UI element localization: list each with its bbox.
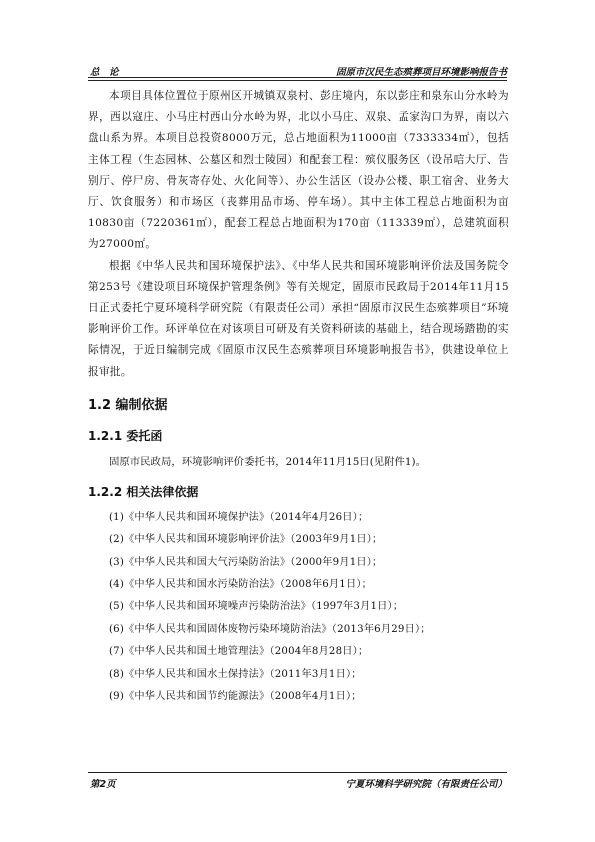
- footer-rule: [88, 772, 507, 773]
- law-item: (2)《中华人民共和国环境影响评价法》（2003年9月1日）；: [109, 534, 383, 546]
- header-report-title: 固原市汉民生态殡葬项目环境影响报告书: [335, 67, 507, 78]
- header-rule-thin: [88, 80, 507, 81]
- law-item: (9)《中华人民共和国节约能源法》（2008年4月1日）；: [109, 691, 362, 703]
- law-item: (4)《中华人民共和国水污染防治法》（2008年6月1日）；: [109, 579, 373, 591]
- subsection-heading-laws: 1.2.2 相关法律依据: [88, 484, 199, 499]
- project-location-paragraph: 本项目具体位置位于原州区开城镇双泉村、彭庄境内，东以彭庄和泉东山分水岭为界，西以寇庄、小马庄村西山分水岭为界，北以小马庄、双泉、孟家沟口为界，南以六盘山系为界。本项目总投资8000万元，总占地面积为11000亩（7333334㎡），包括主体工程（生态园林、公墓区和烈士陵园）和配套工程：殡仪服务区（设吊唁大厅、告别厅、停尸房、骨灰寄存处、火化间等）、办公生活区（设办公楼、职工宿舍、业务大厅、饮食服务）和市场区（丧葬用品市场、停车场）。其中主体工程总占地面积为亩10830亩（7220361㎡），配套工程总占地面积为170亩（113339㎡），总建筑面积为27000㎡。: [88, 90, 509, 251]
- law-list: [88, 507, 509, 709]
- header-rule: [88, 77, 507, 78]
- page-body: [88, 86, 509, 709]
- commission-letter-text: 固原市民政局，环境影响评价委托书，2014年11月15日(见附件1)。: [109, 455, 426, 468]
- footer-organization: 宁夏环境科学研究院（有限责任公司）: [345, 779, 507, 790]
- law-item: (1)《中华人民共和国环境保护法》（2014年4月26日）；: [109, 511, 369, 523]
- commission-paragraph: 根据《中华人民共和国环境保护法》、《中华人民共和国环境影响评价法及国务院令第253号《建设项目环境保护管理条例》等有关规定，固原市民政局于2014年11月15日正式委托宁夏环境科学研究院（有限责任公司）承担“固原市汉民生态殡葬项目”环境影响评价工作。环评单位在对该项目可研及有关资料研读的基础上，结合现场踏勘的实际情况，于近日编制完成《固原市汉民生态殡葬项目环境影响报告书》，供建设单位上报审批。: [88, 259, 509, 378]
- section-heading-basis: 1.2 编制依据: [88, 397, 168, 413]
- page-number: 第2页: [90, 779, 116, 790]
- header-chapter: 总 论: [90, 67, 119, 78]
- law-item: (5)《中华人民共和国环境噪声污染防治法》（1997年3月1日）；: [109, 601, 404, 613]
- law-item: (8)《中华人民共和国水土保持法》（2011年3月1日）；: [109, 668, 362, 680]
- law-item: (3)《中华人民共和国大气污染防治法》（2000年9月1日）；: [109, 556, 383, 568]
- subsection-heading-commission-letter: 1.2.1 委托函: [88, 428, 163, 443]
- law-item: (6)《中华人民共和国固体废物污染环境防治法》（2013年6月29日）；: [109, 623, 431, 635]
- law-item: (7)《中华人民共和国土地管理法》（2004年8月28日）；: [109, 646, 369, 658]
